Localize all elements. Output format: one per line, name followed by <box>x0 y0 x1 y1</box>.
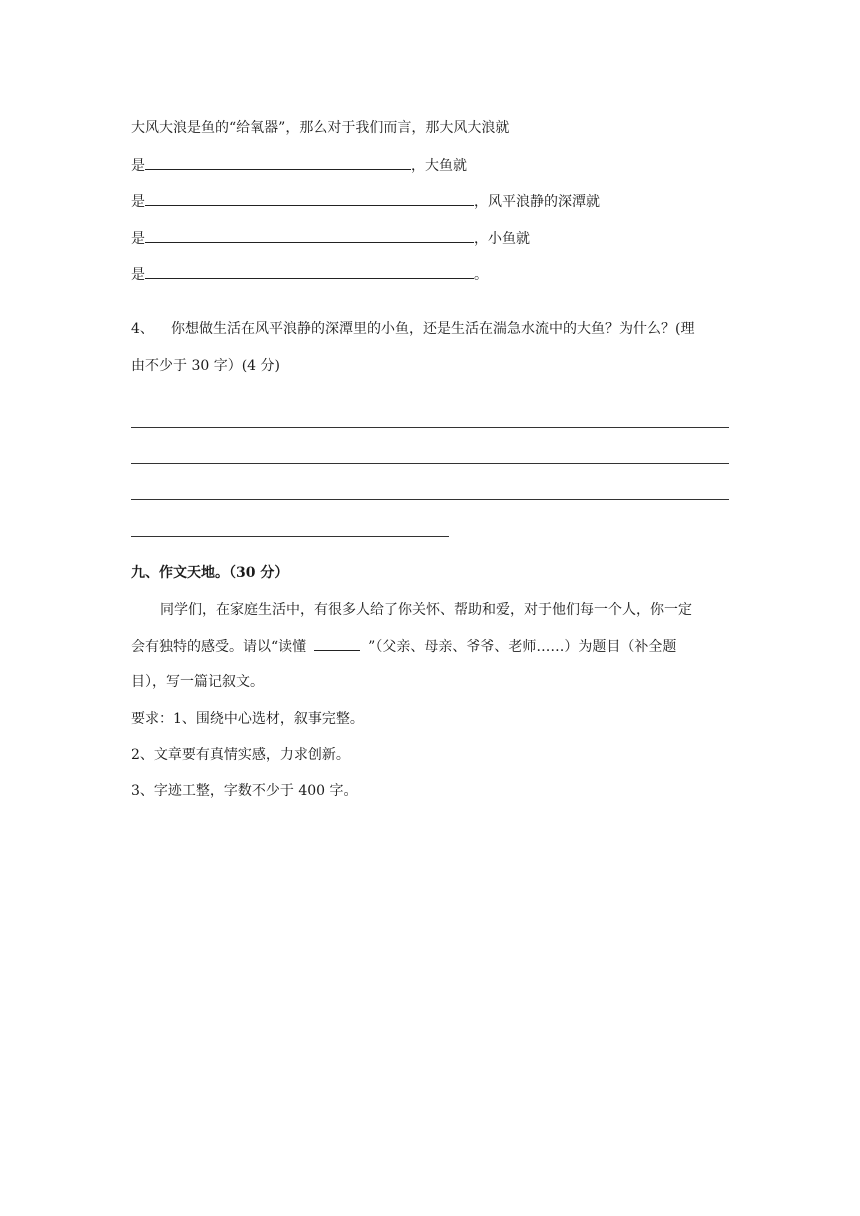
fill-line-suffix: ，小鱼就 <box>474 231 530 247</box>
question-number: 4、 <box>131 321 154 337</box>
essay-prompt-text: 会有独特的感受。请以“读懂 <box>131 639 307 655</box>
question-4-line-2: 由不少于 30 字）(4 分) <box>131 358 280 374</box>
question-text: 你想做生活在风平浪静的深潭里的小鱼，还是生活在湍急水流中的大鱼？为什么？(理 <box>171 321 695 337</box>
fill-line-prefix: 是 <box>131 231 145 247</box>
essay-prompt-line-1: 同学们，在家庭生活中，有很多人给了你关怀、帮助和爱，对于他们每一个人，你一定 <box>160 602 692 618</box>
answer-blank[interactable] <box>145 191 474 206</box>
fill-line-prefix: 是 <box>131 267 145 283</box>
title-blank[interactable] <box>314 636 360 651</box>
fill-line-3 <box>131 228 530 249</box>
fill-line-suffix: ，大鱼就 <box>411 158 467 174</box>
essay-prompt-text: ”（父亲、母亲、爷爷、老师……）为题目（补全题 <box>368 639 677 655</box>
requirement-3: 3、字迹工整，字数不少于 400 字。 <box>131 783 358 799</box>
answer-line[interactable] <box>131 463 729 464</box>
answer-blank[interactable] <box>145 155 411 170</box>
fill-line-4 <box>131 264 488 285</box>
fill-line-1 <box>131 155 467 176</box>
requirement-1: 要求：1、围绕中心选材，叙事完整。 <box>131 711 364 727</box>
answer-line[interactable] <box>131 536 449 537</box>
answer-blank[interactable] <box>145 264 474 279</box>
fill-line-prefix: 是 <box>131 158 145 174</box>
intro-line: 大风大浪是鱼的“给氧器”，那么对于我们而言，那大风大浪就 <box>131 120 510 136</box>
fill-line-prefix: 是 <box>131 194 145 210</box>
answer-blank[interactable] <box>145 228 474 243</box>
requirement-2: 2、文章要有真情实感，力求创新。 <box>131 747 350 763</box>
answer-line[interactable] <box>131 499 729 500</box>
section-9-heading: 九、作文天地。（30 分） <box>131 565 289 581</box>
question-4-line-1 <box>131 319 694 339</box>
fill-line-2 <box>131 191 600 212</box>
answer-line[interactable] <box>131 427 729 428</box>
fill-line-suffix: ，风平浪静的深潭就 <box>474 194 600 210</box>
essay-prompt-line-3: 目），写一篇记叙文。 <box>131 674 264 690</box>
fill-line-suffix: 。 <box>474 267 488 283</box>
essay-prompt-line-2 <box>131 636 676 657</box>
